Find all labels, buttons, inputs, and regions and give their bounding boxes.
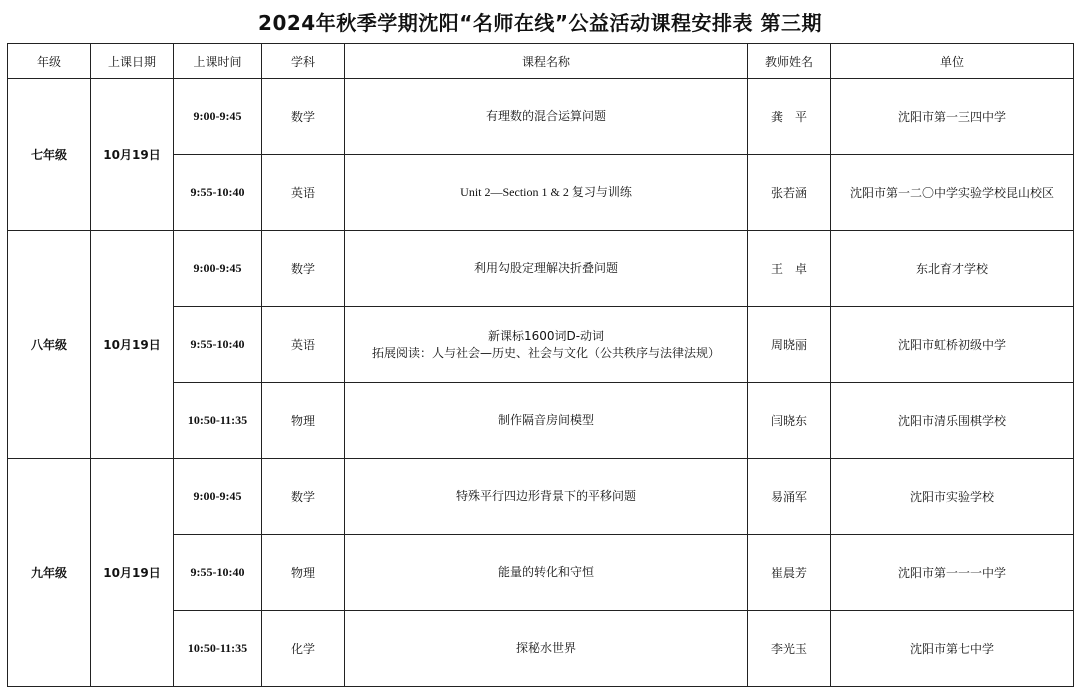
teacher-cell: 李光玉 <box>748 611 831 687</box>
time-cell: 9:55-10:40 <box>174 535 262 611</box>
table-row <box>8 79 1074 155</box>
subject-cell: 数学 <box>262 459 345 535</box>
time-cell: 10:50-11:35 <box>174 611 262 687</box>
unit-cell: 沈阳市第一三四中学 <box>831 79 1074 155</box>
table-row <box>8 459 1074 535</box>
course-line: 拓展阅读：人与社会—历史、社会与文化（公共秩序与法律法规） <box>371 345 720 360</box>
unit-cell: 沈阳市实验学校 <box>831 459 1074 535</box>
teacher-cell: 王 卓 <box>748 231 831 307</box>
header-time: 上课时间 <box>174 44 262 79</box>
course-line: 制作隔音房间模型 <box>497 413 594 427</box>
date-cell: 10月19日 <box>91 79 174 231</box>
grade-cell: 八年级 <box>8 231 91 459</box>
course-line: 新课标1600词D-动词 <box>487 328 605 343</box>
header-unit: 单位 <box>831 44 1074 79</box>
course-line: 特殊平行四边形背景下的平移问题 <box>455 489 636 503</box>
header-course: 课程名称 <box>345 44 748 79</box>
subject-cell: 英语 <box>262 307 345 383</box>
subject-cell: 化学 <box>262 611 345 687</box>
course-line: 探秘水世界 <box>515 641 576 655</box>
unit-cell: 沈阳市清乐围棋学校 <box>831 383 1074 459</box>
date-cell: 10月19日 <box>91 231 174 459</box>
header-teacher: 教师姓名 <box>748 44 831 79</box>
teacher-cell: 易涌军 <box>748 459 831 535</box>
unit-cell: 沈阳市第一一一中学 <box>831 535 1074 611</box>
unit-cell: 东北育才学校 <box>831 231 1074 307</box>
unit-cell: 沈阳市第一二〇中学实验学校昆山校区 <box>831 155 1074 231</box>
header-row <box>8 44 1074 79</box>
course-cell <box>345 307 748 383</box>
date-cell: 10月19日 <box>91 459 174 687</box>
course-line: 有理数的混合运算问题 <box>485 109 606 123</box>
subject-cell: 物理 <box>262 535 345 611</box>
course-cell <box>345 155 748 231</box>
time-cell: 9:55-10:40 <box>174 155 262 231</box>
unit-cell: 沈阳市第七中学 <box>831 611 1074 687</box>
subject-cell: 英语 <box>262 155 345 231</box>
course-line: 利用勾股定理解决折叠问题 <box>473 261 618 275</box>
course-cell <box>345 611 748 687</box>
time-cell: 9:00-9:45 <box>174 459 262 535</box>
course-cell <box>345 231 748 307</box>
time-cell: 9:55-10:40 <box>174 307 262 383</box>
unit-cell: 沈阳市虹桥初级中学 <box>831 307 1074 383</box>
subject-cell: 物理 <box>262 383 345 459</box>
teacher-cell: 龚 平 <box>748 79 831 155</box>
course-cell <box>345 383 748 459</box>
time-cell: 9:00-9:45 <box>174 231 262 307</box>
subject-cell: 数学 <box>262 231 345 307</box>
page-title: 2024年秋季学期沈阳“名师在线”公益活动课程安排表 第三期 <box>258 11 822 35</box>
course-cell <box>345 459 748 535</box>
course-line: 能量的转化和守恒 <box>497 565 594 579</box>
schedule-body <box>8 79 1074 687</box>
header-grade: 年级 <box>8 44 91 79</box>
time-cell: 9:00-9:45 <box>174 79 262 155</box>
table-row <box>8 231 1074 307</box>
course-cell <box>345 535 748 611</box>
header-subject: 学科 <box>262 44 345 79</box>
header-date: 上课日期 <box>91 44 174 79</box>
teacher-cell: 张若涵 <box>748 155 831 231</box>
teacher-cell: 崔晨芳 <box>748 535 831 611</box>
course-cell <box>345 79 748 155</box>
schedule-table <box>7 43 1074 687</box>
teacher-cell: 周晓丽 <box>748 307 831 383</box>
subject-cell: 数学 <box>262 79 345 155</box>
time-cell: 10:50-11:35 <box>174 383 262 459</box>
teacher-cell: 闫晓东 <box>748 383 831 459</box>
grade-cell: 九年级 <box>8 459 91 687</box>
grade-cell: 七年级 <box>8 79 91 231</box>
course-line: Unit 2—Section 1 & 2 复习与训练 <box>460 185 632 199</box>
